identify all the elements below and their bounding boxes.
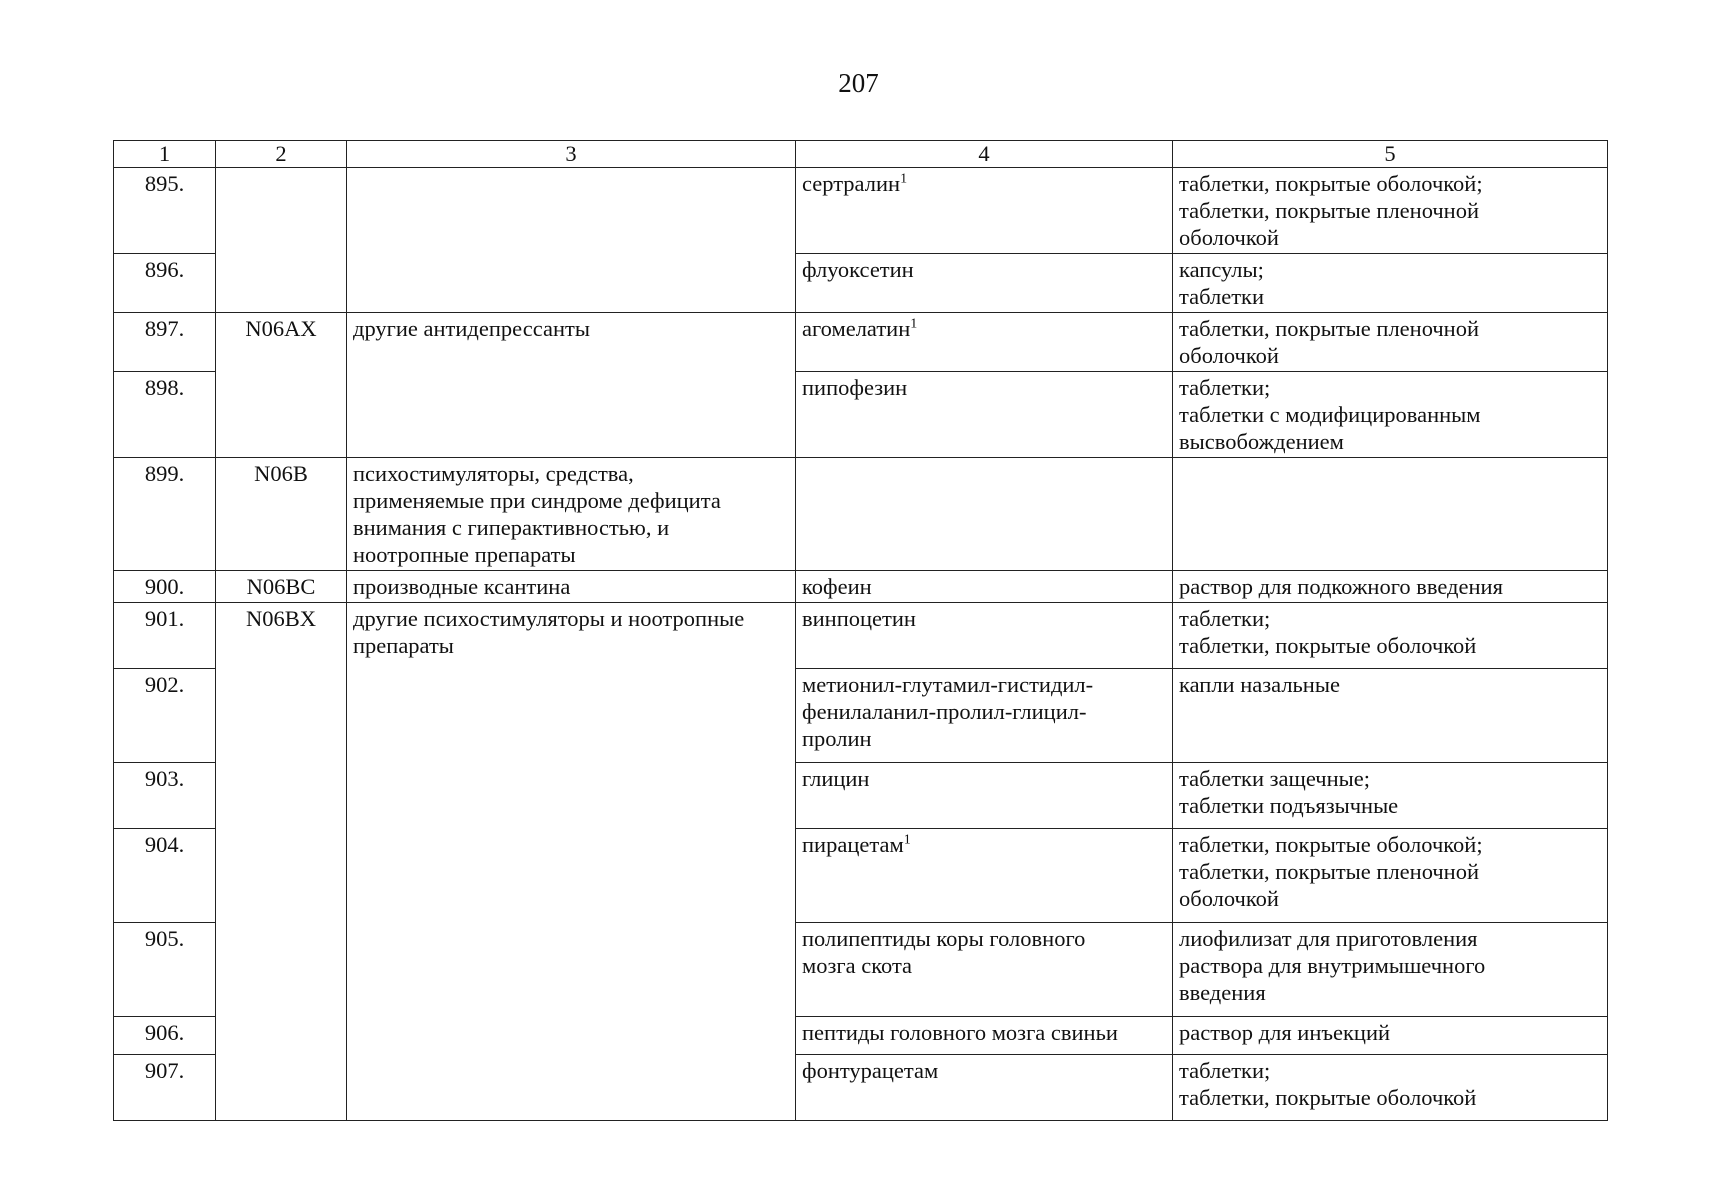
row-number: 902.	[114, 669, 216, 763]
row-number: 905.	[114, 923, 216, 1017]
column-header: 4	[796, 141, 1173, 168]
column-header: 1	[114, 141, 216, 168]
row-number: 901.	[114, 603, 216, 669]
group-name: производные ксантина	[347, 571, 796, 603]
row-number: 897.	[114, 313, 216, 372]
footnote-marker: 1	[903, 832, 911, 848]
drug-name	[796, 458, 1173, 571]
table-row	[114, 571, 1608, 603]
dosage-forms: таблетки, покрытые оболочкой; таблетки, покрытые пленочной оболочкой	[1173, 829, 1608, 923]
row-number: 903.	[114, 763, 216, 829]
drug-name: пептиды головного мозга свиньи	[796, 1017, 1173, 1055]
table-row	[114, 168, 1608, 254]
drug-name: пирацетам$^1$	[796, 829, 1173, 923]
dosage-forms: раствор для подкожного введения	[1173, 571, 1608, 603]
dosage-forms: лиофилизат для приготовления раствора для внутримышечного введения	[1173, 923, 1608, 1017]
dosage-forms: таблетки; таблетки с модифицированным высвобождением	[1173, 372, 1608, 458]
row-number: 896.	[114, 254, 216, 313]
group-name: психостимуляторы, средства, применяемые при синдроме дефицита внимания с гиперактивностью, и ноотропные препараты	[347, 458, 796, 571]
column-header: 2	[216, 141, 347, 168]
table-header-row	[114, 141, 1608, 168]
dosage-forms	[1173, 458, 1608, 571]
table-row	[114, 458, 1608, 571]
footnote-marker: 1	[900, 171, 908, 187]
atc-code: N06AX	[216, 313, 347, 458]
row-number: 907.	[114, 1055, 216, 1121]
table-row	[114, 313, 1608, 372]
row-number: 906.	[114, 1017, 216, 1055]
page-number: 207	[838, 68, 879, 98]
group-name: другие антидепрессанты	[347, 313, 796, 458]
row-number: 895.	[114, 168, 216, 254]
dosage-forms: капсулы; таблетки	[1173, 254, 1608, 313]
drug-name: пипофезин	[796, 372, 1173, 458]
drug-name: флуоксетин	[796, 254, 1173, 313]
dosage-forms: таблетки, покрытые оболочкой; таблетки, покрытые пленочной оболочкой	[1173, 168, 1608, 254]
drug-name: винпоцетин	[796, 603, 1173, 669]
drug-name: агомелатин$^1$	[796, 313, 1173, 372]
row-number: 900.	[114, 571, 216, 603]
drug-name: сертралин$^1$	[796, 168, 1173, 254]
dosage-forms: таблетки защечные; таблетки подъязычные	[1173, 763, 1608, 829]
column-header: 3	[347, 141, 796, 168]
row-number: 898.	[114, 372, 216, 458]
footnote-marker: 1	[910, 316, 918, 332]
row-number: 899.	[114, 458, 216, 571]
atc-code	[216, 168, 347, 313]
dosage-forms: таблетки; таблетки, покрытые оболочкой	[1173, 603, 1608, 669]
dosage-forms: капли назальные	[1173, 669, 1608, 763]
dosage-forms: таблетки; таблетки, покрытые оболочкой	[1173, 1055, 1608, 1121]
group-name: другие психостимуляторы и ноотропные препараты	[347, 603, 796, 1121]
drug-table	[113, 140, 1608, 1121]
drug-name: фонтурацетам	[796, 1055, 1173, 1121]
column-header: 5	[1173, 141, 1608, 168]
drug-name: глицин	[796, 763, 1173, 829]
atc-code: N06B	[216, 458, 347, 571]
row-number: 904.	[114, 829, 216, 923]
dosage-forms: таблетки, покрытые пленочной оболочкой	[1173, 313, 1608, 372]
table-row	[114, 603, 1608, 669]
drug-name: полипептиды коры головного мозга скота	[796, 923, 1173, 1017]
atc-code: N06BX	[216, 603, 347, 1121]
drug-name: кофеин	[796, 571, 1173, 603]
group-name	[347, 168, 796, 313]
drug-name: метионил-глутамил-гистидил- фенилаланил-пролил-глицил- пролин	[796, 669, 1173, 763]
dosage-forms: раствор для инъекций	[1173, 1017, 1608, 1055]
atc-code: N06BC	[216, 571, 347, 603]
